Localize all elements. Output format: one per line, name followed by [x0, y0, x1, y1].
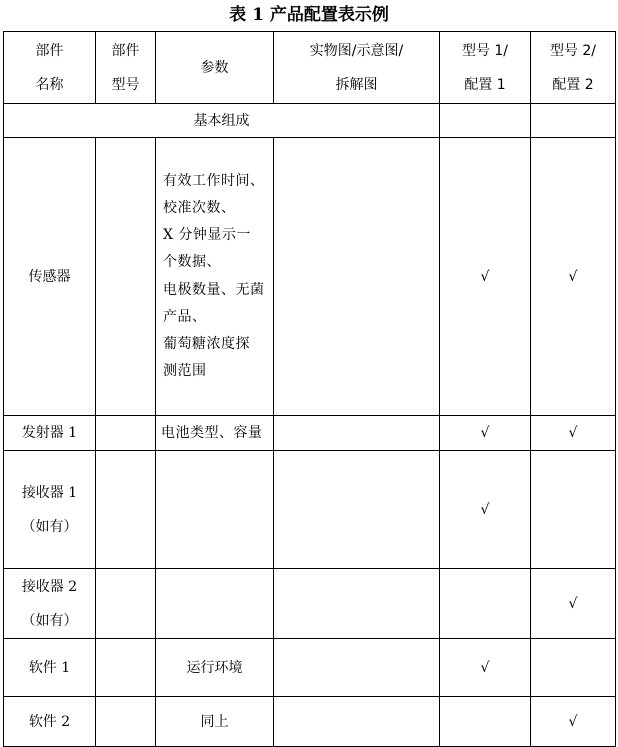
figure-cell — [274, 639, 440, 697]
table-title: 表 1 产品配置表示例 — [229, 5, 389, 25]
model2-check — [531, 451, 616, 569]
part-model-cell — [96, 569, 156, 639]
header-model1: 型号 1/ 配置 1 — [440, 32, 531, 104]
model2-check — [531, 639, 616, 697]
section-row — [4, 104, 616, 138]
header-part-name: 部件 名称 — [4, 32, 96, 104]
figure-cell — [274, 416, 440, 451]
table-row — [4, 569, 616, 639]
part-model-cell — [96, 451, 156, 569]
table-row — [4, 697, 616, 747]
header-part-model: 部件 型号 — [96, 32, 156, 104]
part-model-cell — [96, 416, 156, 451]
part-name-cell: 接收器 2 （如有） — [4, 569, 96, 639]
part-name-cell: 传感器 — [4, 138, 96, 416]
figure-cell — [274, 138, 440, 416]
table-row — [4, 639, 616, 697]
part-name-cell: 软件 1 — [4, 639, 96, 697]
figure-cell — [274, 569, 440, 639]
section-label: 基本组成 — [4, 104, 440, 138]
model1-check — [440, 569, 531, 639]
model2-check: √ — [531, 416, 616, 451]
params-cell — [156, 569, 274, 639]
table-row — [4, 451, 616, 569]
model1-check: √ — [440, 451, 531, 569]
params-cell — [156, 451, 274, 569]
header-params: 参数 — [156, 32, 274, 104]
model2-check: √ — [531, 697, 616, 747]
model1-check: √ — [440, 416, 531, 451]
part-model-cell — [96, 138, 156, 416]
header-row — [4, 32, 616, 104]
part-name-cell: 接收器 1 （如有） — [4, 451, 96, 569]
part-model-cell — [96, 697, 156, 747]
part-model-cell — [96, 639, 156, 697]
params-cell: 电池类型、容量 — [156, 416, 274, 451]
model2-check: √ — [531, 569, 616, 639]
params-cell: 运行环境 — [156, 639, 274, 697]
part-name-cell: 软件 2 — [4, 697, 96, 747]
figure-cell — [274, 697, 440, 747]
params-cell: 同上 — [156, 697, 274, 747]
section-model1-cell — [440, 104, 531, 138]
model1-check — [440, 697, 531, 747]
section-model2-cell — [531, 104, 616, 138]
model2-check: √ — [531, 138, 616, 416]
part-name-cell: 发射器 1 — [4, 416, 96, 451]
header-figure: 实物图/示意图/ 拆解图 — [274, 32, 440, 104]
header-model2: 型号 2/ 配置 2 — [531, 32, 616, 104]
product-config-table — [3, 31, 616, 747]
table-row — [4, 138, 616, 416]
model1-check: √ — [440, 639, 531, 697]
model1-check: √ — [440, 138, 531, 416]
figure-cell — [274, 451, 440, 569]
params-cell: 有效工作时间、 校准次数、 X 分钟显示一 个数据、 电极数量、无菌 产品、 葡萄糖浓度探 测范围 — [156, 138, 274, 416]
table-row — [4, 416, 616, 451]
